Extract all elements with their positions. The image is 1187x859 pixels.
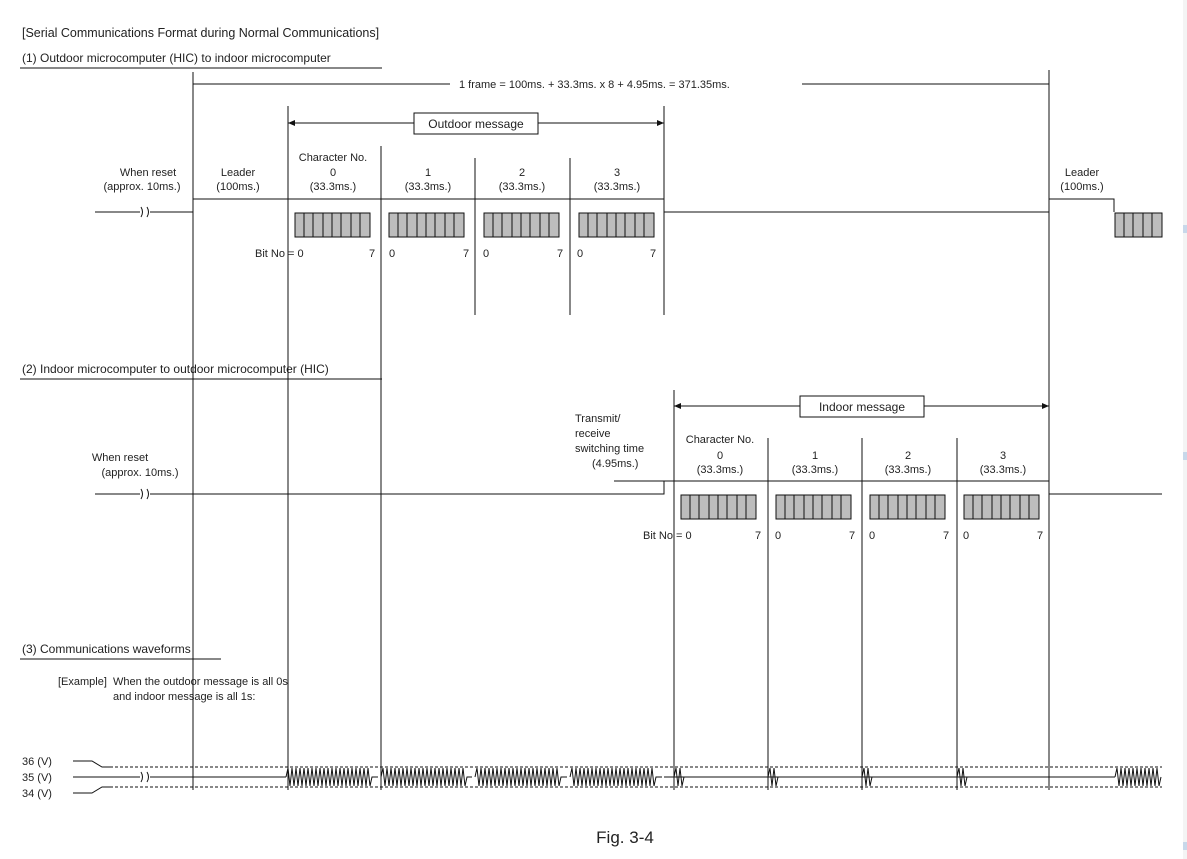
s2-char0-time: (33.3ms.) [696, 464, 744, 476]
voltage-36: 36 (V) [22, 756, 52, 768]
s1-char1-bits [389, 213, 464, 237]
wave-osc-char3 [570, 768, 662, 786]
example-line2: and indoor message is all 1s: [113, 691, 256, 703]
s1-char2-time: (33.3ms.) [498, 181, 546, 193]
s2-char-header: Character No. [685, 434, 755, 446]
section3-heading: (3) Communications waveforms [22, 642, 191, 656]
s1-char3-time: (33.3ms.) [593, 181, 641, 193]
s1-char1-time: (33.3ms.) [404, 181, 452, 193]
wave-34-lead [73, 787, 110, 793]
s1-char0-bits [295, 213, 370, 237]
figure-caption: Fig. 3-4 [596, 828, 654, 847]
voltage-34: 34 (V) [22, 788, 52, 800]
switch-line4: (4.95ms.) [592, 458, 639, 470]
s1-end-leader-line2: (100ms.) [1060, 181, 1104, 193]
s2-char0-bits [681, 495, 756, 519]
s1-char1-bit7: 7 [463, 248, 470, 260]
frame-label: 1 frame = 100ms. + 33.3ms. x 8 + 4.95ms. = 371.35ms. [459, 79, 730, 91]
example-line1: When the outdoor message is all 0s [113, 676, 288, 688]
example-tag: [Example] [58, 676, 107, 688]
section1-heading: (1) Outdoor microcomputer (HIC) to indoor microcomputer [22, 51, 331, 65]
s2-char3-bit0: 0 [963, 530, 970, 542]
scrollbar-track[interactable] [1183, 0, 1187, 859]
s1-end-leader-bits [1115, 213, 1162, 237]
s1-char-header: Character No. [298, 152, 368, 164]
s1-char2-bit0: 0 [483, 248, 490, 260]
s1-char0-bit7: 7 [369, 248, 376, 260]
s2-char1-bit7: 7 [849, 530, 856, 542]
indoor-arrow-head-right [1042, 403, 1049, 409]
s2-char3-num: 3 [999, 450, 1007, 462]
indoor-arrow-head-left [674, 403, 681, 409]
scrollbar-marker-upper [1183, 225, 1187, 233]
section2-heading: (2) Indoor microcomputer to outdoor microcomputer (HIC) [22, 362, 329, 376]
s2-char1-num: 1 [811, 450, 819, 462]
s2-char3-bit7: 7 [1037, 530, 1044, 542]
s2-char2-time: (33.3ms.) [884, 464, 932, 476]
s1-reset-line2: (approx. 10ms.) [103, 181, 181, 193]
s2-char2-bit7: 7 [943, 530, 950, 542]
s2-bit-prefix: Bit No = 0 [643, 530, 692, 542]
s2-char2-bit0: 0 [869, 530, 876, 542]
s1-char2-bit7: 7 [557, 248, 564, 260]
s2-char0-bit7: 7 [755, 530, 762, 542]
wave-osc-char0 [286, 768, 378, 786]
s1-char0-num: 0 [329, 167, 337, 179]
s2-char3-bits [964, 495, 1039, 519]
wave-break-mark [141, 772, 149, 782]
wave-osc-char1 [381, 768, 472, 786]
s2-char2-bits [870, 495, 945, 519]
scrollbar-marker-lower [1183, 452, 1187, 460]
s2-char1-time: (33.3ms.) [791, 464, 839, 476]
s1-end-leader-line1: Leader [1064, 167, 1100, 179]
switch-line3: switching time [575, 443, 645, 455]
indoor-message-label: Indoor message [818, 400, 906, 414]
s1-char1-num: 1 [424, 167, 432, 179]
s2-char1-bit0: 0 [775, 530, 782, 542]
s1-break-mark [141, 207, 149, 217]
outdoor-arrow-head-right [657, 120, 664, 126]
s2-timing-line [95, 481, 1162, 494]
s1-char1-bit0: 0 [389, 248, 396, 260]
s1-timing-line [95, 199, 1114, 212]
outdoor-message-label: Outdoor message [428, 117, 524, 131]
diagram-title: [Serial Communications Format during Normal Communications] [22, 26, 380, 40]
wave-osc-end-leader [1115, 768, 1161, 786]
wave-36-lead [73, 761, 110, 767]
switch-line1: Transmit/ [575, 413, 621, 425]
s1-char3-num: 3 [613, 167, 621, 179]
s2-char2-num: 2 [904, 450, 912, 462]
s1-char3-bit0: 0 [577, 248, 584, 260]
s2-break-mark [141, 489, 149, 499]
s2-char1-bits [776, 495, 851, 519]
s1-char3-bit7: 7 [650, 248, 657, 260]
switch-line2: receive [575, 428, 611, 440]
s2-char3-time: (33.3ms.) [979, 464, 1027, 476]
s2-char0-num: 0 [716, 450, 724, 462]
s1-char2-num: 2 [518, 167, 526, 179]
voltage-35: 35 (V) [22, 772, 52, 784]
timing-markers [193, 70, 1049, 790]
s1-reset-line1: When reset [119, 167, 177, 179]
s1-char2-bits [484, 213, 559, 237]
s1-char0-time: (33.3ms.) [309, 181, 357, 193]
s1-char3-bits [579, 213, 654, 237]
outdoor-arrow-head-left [288, 120, 295, 126]
scrollbar-marker-bottom [1183, 842, 1187, 850]
s1-bit-prefix: Bit No = 0 [255, 248, 304, 260]
s2-reset-line1: When reset [91, 452, 149, 464]
s1-leader-line2: (100ms.) [216, 181, 260, 193]
s1-leader-line1: Leader [220, 167, 256, 179]
wave-osc-char2 [475, 768, 567, 786]
s2-reset-line2: (approx. 10ms.) [101, 467, 179, 479]
